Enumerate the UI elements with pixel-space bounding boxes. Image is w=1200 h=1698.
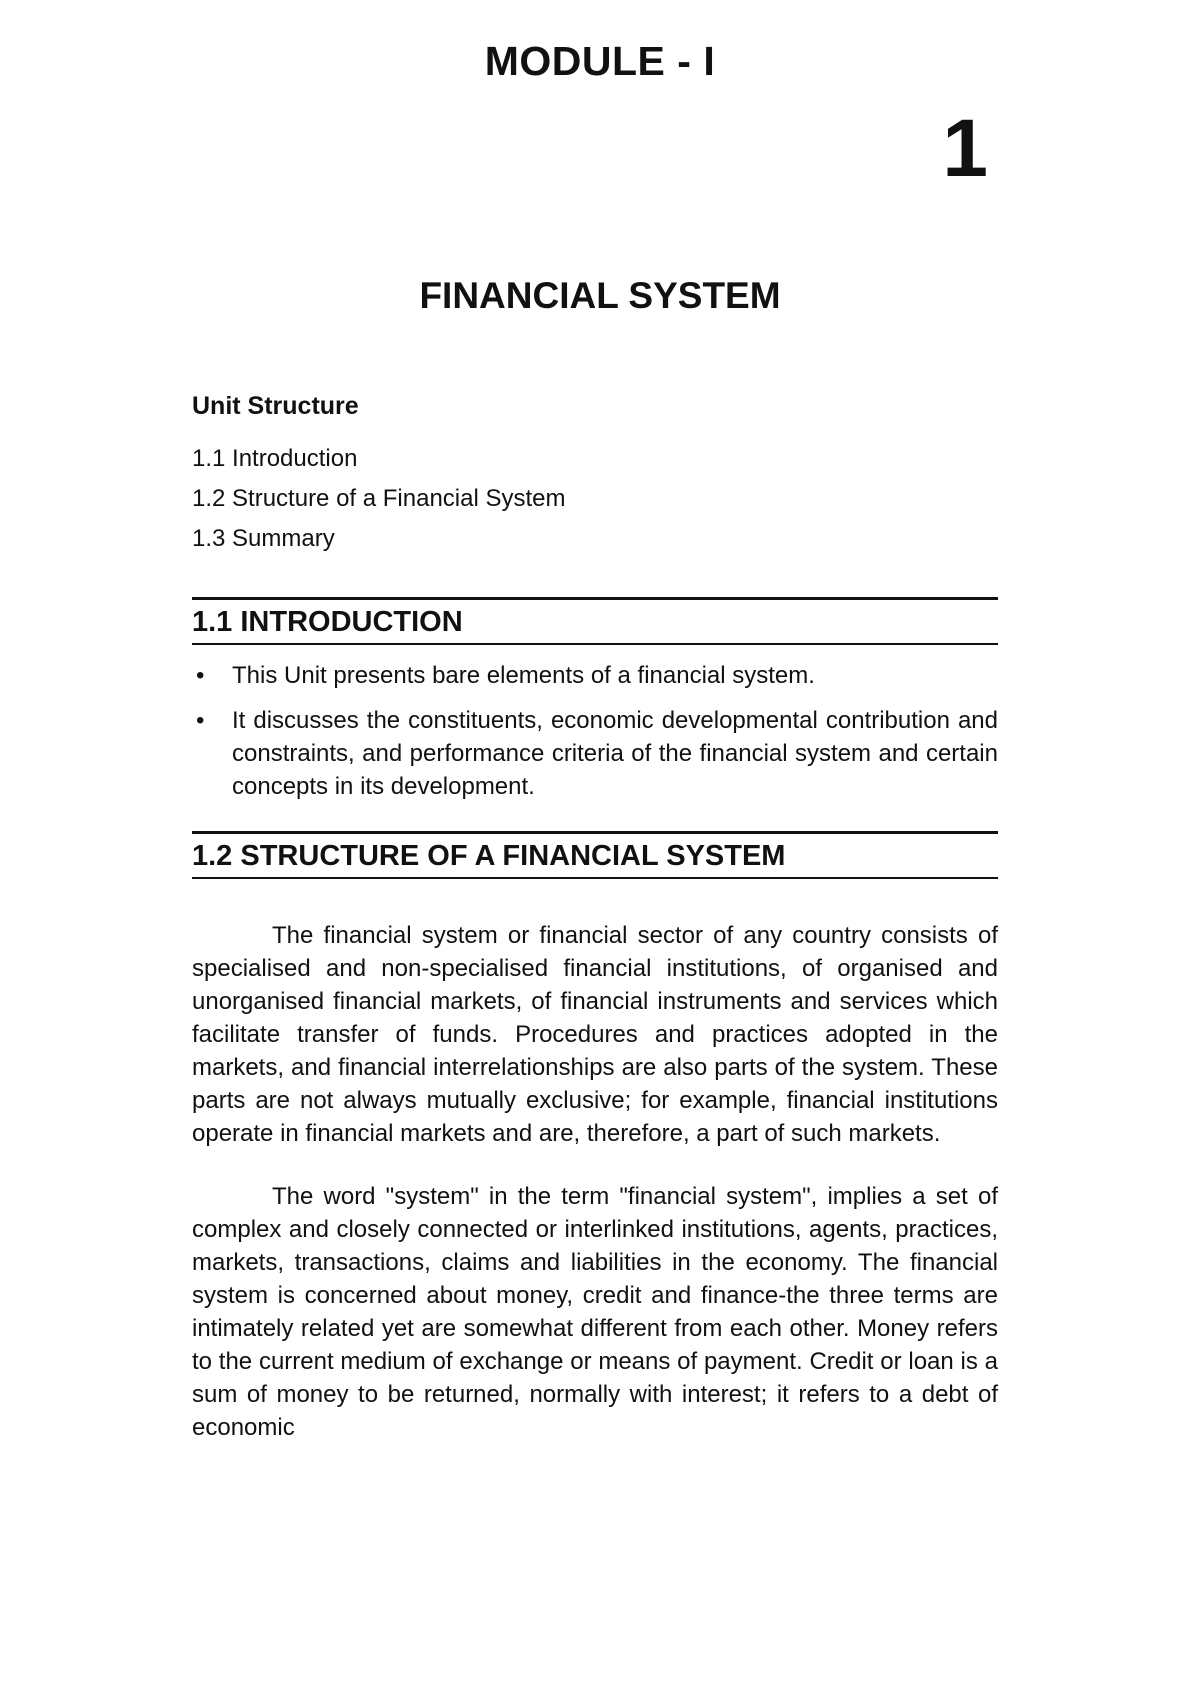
chapter-number: 1 <box>942 103 988 194</box>
section-structure-body <box>192 919 998 1444</box>
module-label: MODULE - I <box>484 38 716 84</box>
unit-structure <box>192 392 998 559</box>
bullet-item <box>192 704 998 803</box>
bullet-icon: • <box>196 662 205 689</box>
bullet-item <box>192 659 998 692</box>
page-content <box>192 392 998 1444</box>
bullet-text: It discusses the constituents, economic developmental contribution and constraints, and performance criteria of the financial system and certain concepts in its development. <box>232 707 998 800</box>
section-structure <box>192 831 998 1444</box>
introduction-bullets <box>192 659 998 803</box>
unit-structure-item: 1.1 Introduction <box>192 445 358 472</box>
section-introduction-heading: 1.1 INTRODUCTION <box>192 597 998 645</box>
unit-structure-item: 1.3 Summary <box>192 525 335 552</box>
section-structure-heading: 1.2 STRUCTURE OF A FINANCIAL SYSTEM <box>192 831 998 879</box>
unit-structure-list <box>192 439 998 559</box>
section-introduction <box>192 597 998 803</box>
body-paragraph: The financial system or financial sector of any country consists of specialised and non-specialised financial institutions, of organised and unorganised financial markets, of financial instruments and services which facilitate transfer of funds. Procedures and practices adopted in the markets, and financial interrelationships are also parts of the system. These parts are not always mutually exclusive; for example, financial institutions operate in financial markets and are, therefore, a part of such markets. <box>192 922 998 1147</box>
body-paragraph: The word "system" in the term "financial system", implies a set of complex and closely connected or interlinked institutions, agents, practices, markets, transactions, claims and liabilities in the economy. The financial system is concerned about money, credit and finance-the three terms are intimately related yet are somewhat different from each other. Money refers to the current medium of exchange or means of payment. Credit or loan is a sum of money to be returned, normally with interest; it refers to a debt of economic <box>192 1183 998 1441</box>
unit-structure-heading: Unit Structure <box>192 392 359 420</box>
bullet-icon: • <box>196 707 205 734</box>
unit-structure-item: 1.2 Structure of a Financial System <box>192 485 566 512</box>
bullet-text: This Unit presents bare elements of a financial system. <box>232 662 815 689</box>
chapter-title: FINANCIAL SYSTEM <box>419 275 781 316</box>
